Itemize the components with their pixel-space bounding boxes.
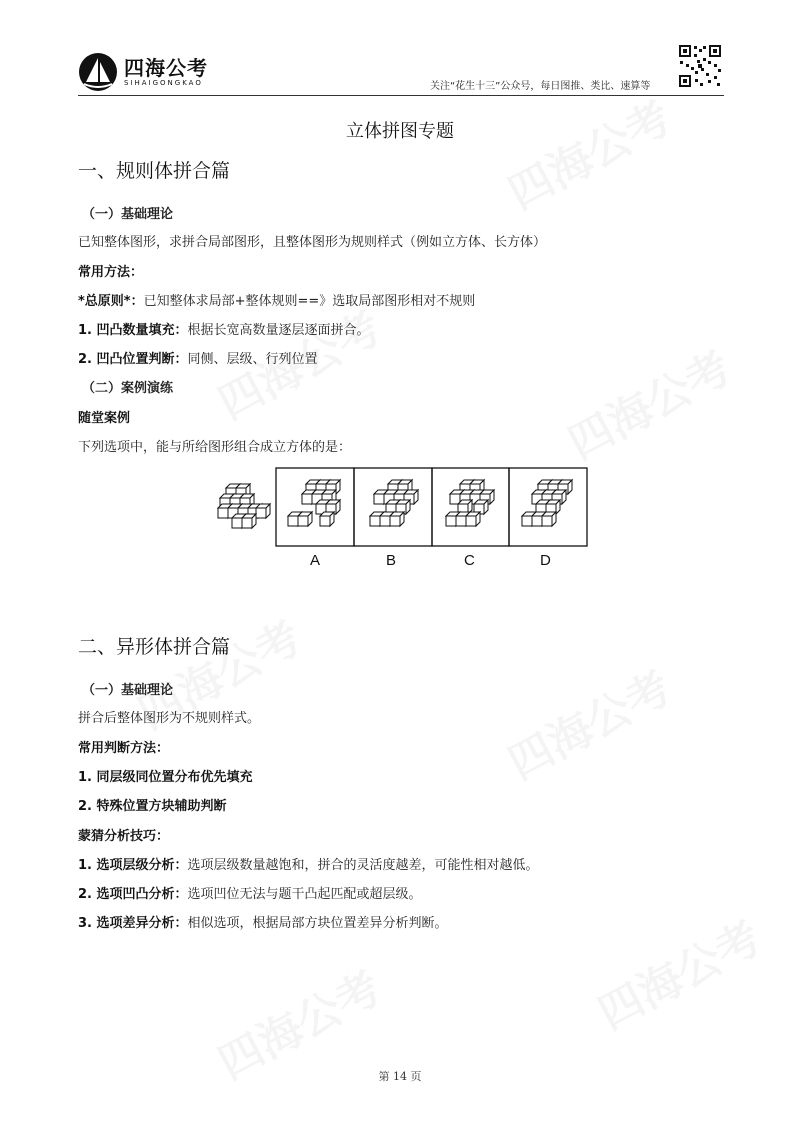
methods-label: 常用方法： [78,265,144,280]
principle-label: *总原则*： [78,294,144,309]
option-a-shape [288,480,340,526]
page-number: 第 14 页 [378,1070,422,1083]
case-label: 随堂案例 [78,411,131,426]
tip-item [78,912,448,931]
principle-text: 已知整体求局部+整体规则==》选取局部图形相对不规则 [143,294,476,309]
method-item: 1. 同层级同位置分布优先填充 [78,770,253,785]
paragraph: 已知整体图形，求拼合局部图形，且整体图形为规则样式（例如立方体、长方体） [78,235,547,250]
section-heading: 一、规则体拼合篇 [78,160,231,182]
tip-text: 相似选项，根据局部方块位置差异分析判断。 [187,916,448,931]
tip-label: 1. 选项层级分析： [78,858,188,873]
tip-item [78,854,539,873]
given-shape [218,484,270,528]
methods-label: 常用判断方法： [78,741,170,756]
method-label: 1. 凹凸数量填充： [78,323,188,338]
method-text: 根据长宽高数量逐层逐面拼合。 [187,323,370,338]
option-label-a: A [310,552,321,569]
brand-logo [78,52,208,92]
tip-label: 2. 选项凹凸分析： [78,887,188,902]
qr-code-icon [678,44,722,88]
option-d-shape [522,480,572,526]
tip-text: 选项凹位无法与题干凸起匹配或超层级。 [187,887,422,902]
tips-label: 蒙猜分析技巧： [78,829,170,844]
method-text: 同侧、层级、行列位置 [187,352,318,367]
method-label: 2. 凹凸位置判断： [78,352,188,367]
question-text: 下列选项中，能与所给图形组合成立方体的是： [78,440,352,455]
watermark [585,902,770,1041]
subsection-heading: （一）基础理论 [82,683,174,698]
option-label-b: B [386,552,397,569]
header-divider [78,95,724,96]
tip-text: 选项层级数量越饱和，拼合的灵活度越差，可能性相对越低。 [187,858,539,873]
subsection-heading: （一）基础理论 [82,207,174,222]
option-label-c: C [464,552,475,569]
method-item [78,348,318,367]
method-item: 2. 特殊位置方块辅助判断 [78,799,227,814]
option-b-shape [370,480,418,526]
watermark [495,82,680,221]
logo-english-text: SIHAIGONGKAO [124,78,203,87]
watermark [495,652,680,791]
document-title: 立体拼图专题 [346,121,454,142]
tip-label: 3. 选项差异分析： [78,916,188,931]
subsection-heading: （二）案例演练 [82,381,174,396]
option-c-shape [446,480,494,526]
tip-item [78,883,422,902]
option-label-d: D [540,552,551,569]
header-slogan: 关注“花生十三”公众号，每日图推、类比、速算等 [430,81,651,92]
paragraph: 拼合后整体图形为不规则样式。 [78,711,261,726]
watermark [555,332,740,471]
method-item [78,319,370,338]
cube-puzzle-figure [210,462,590,574]
section-heading: 二、异形体拼合篇 [78,636,231,658]
principle-line [78,290,475,309]
sailboat-logo-icon [78,52,118,92]
logo-chinese-text: 四海公考 [124,55,208,80]
